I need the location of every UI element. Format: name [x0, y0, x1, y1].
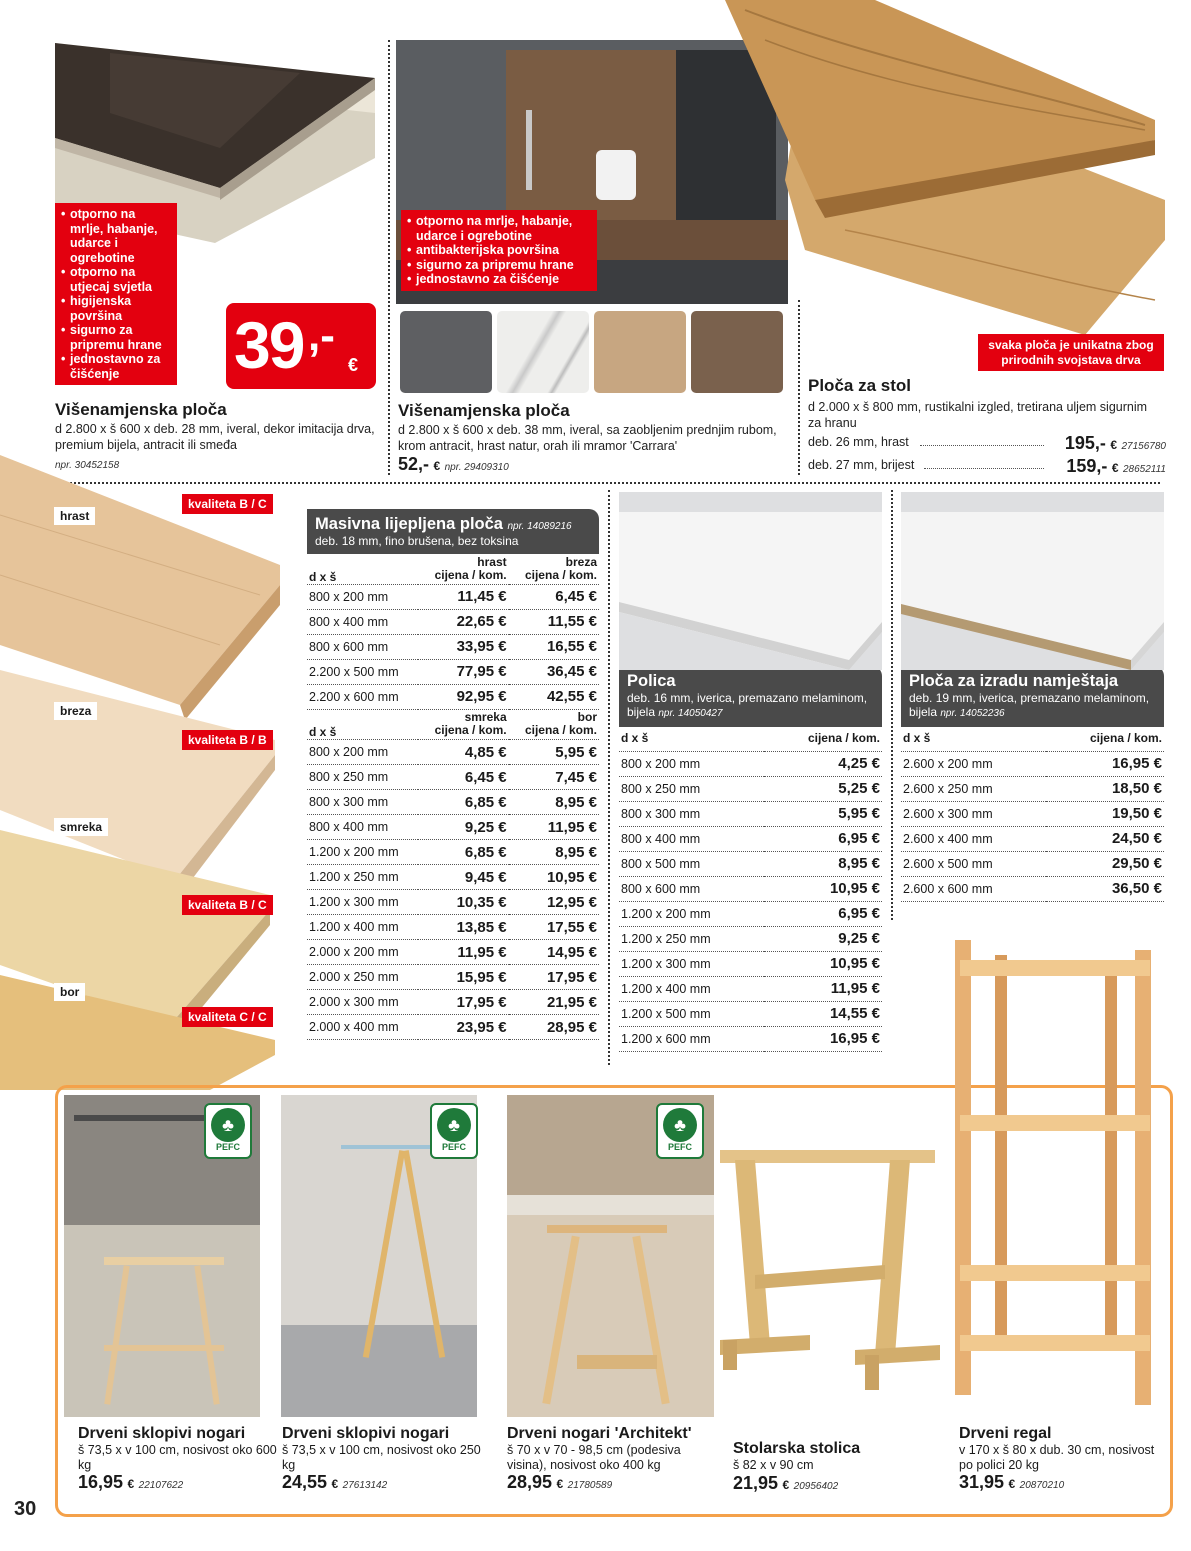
table-row — [307, 890, 599, 915]
cell-price: 13,85 € — [418, 915, 508, 940]
product-description: d 2.000 x š 800 mm, rustikalni izgled, tretirana uljem sigurnim za hranu — [808, 400, 1148, 430]
cell-price: 22,65 € — [418, 609, 508, 634]
table-row — [619, 751, 882, 776]
cell-price: 14,95 € — [509, 940, 599, 965]
features-box — [55, 203, 177, 385]
cell-dimension: 800 x 400 mm — [619, 826, 764, 851]
table-body — [901, 751, 1164, 901]
cell-price: 8,95 € — [764, 851, 882, 876]
section-header — [307, 509, 599, 554]
bottom-product — [733, 1440, 933, 1494]
wood-label-breza: breza — [54, 702, 97, 720]
table-row — [307, 1015, 599, 1040]
cell-price: 5,95 € — [764, 801, 882, 826]
table-row — [307, 765, 599, 790]
table-row — [901, 801, 1164, 826]
cell-dimension: 800 x 400 mm — [307, 815, 418, 840]
price-table-namjestaj — [901, 727, 1164, 902]
cell-dimension: 2.600 x 400 mm — [901, 826, 1046, 851]
cell-price: 21,95 € — [509, 990, 599, 1015]
product-table-top — [700, 0, 1191, 480]
table-row — [307, 584, 599, 609]
quality-badge: kvaliteta B / B — [182, 730, 273, 750]
workbench-stand-image — [715, 1145, 940, 1405]
cell-price: 4,85 € — [418, 740, 508, 765]
divider — [388, 40, 390, 475]
pefc-badge — [430, 1103, 478, 1159]
table-row — [619, 801, 882, 826]
section-sku: npr. 14050427 — [658, 708, 723, 719]
cell-dimension: 800 x 250 mm — [619, 776, 764, 801]
cell-price: 11,95 € — [509, 815, 599, 840]
price: 28,95 — [507, 1472, 553, 1492]
variant-row — [808, 456, 1166, 474]
product-description: d 2.800 x š 600 x deb. 28 mm, iveral, dekor imitacija drva, premium bijela, antracit ili smeđa — [55, 422, 375, 452]
cell-price: 5,25 € — [764, 776, 882, 801]
cell-price: 11,55 € — [509, 609, 599, 634]
col-dim: d x š — [901, 727, 1046, 751]
product-title: Drveni sklopivi nogari — [78, 1425, 246, 1442]
table-row — [307, 634, 599, 659]
pefc-label: PEFC — [667, 1142, 692, 1152]
cell-price: 9,25 € — [764, 926, 882, 951]
table-row — [619, 826, 882, 851]
pefc-badge — [204, 1103, 252, 1159]
table-row — [619, 901, 882, 926]
col-dim: d x š — [307, 554, 418, 584]
table-row — [619, 926, 882, 951]
features-box — [401, 210, 597, 291]
price-table-hrast-breza — [307, 554, 599, 710]
cell-dimension: 1.200 x 300 mm — [619, 951, 764, 976]
product-title: Drveni regal — [959, 1425, 1052, 1442]
product-title: Drveni sklopivi nogari — [282, 1425, 450, 1442]
cell-dimension: 2.200 x 500 mm — [307, 659, 418, 684]
cell-price: 17,95 € — [418, 990, 508, 1015]
table-row — [901, 876, 1164, 901]
cell-price: 10,95 € — [764, 876, 882, 901]
unique-note: svaka ploča je unikatna zbog prirodnih svojstava drva — [978, 334, 1164, 371]
cell-price: 24,50 € — [1046, 826, 1164, 851]
divider — [891, 490, 893, 920]
currency: € — [556, 1477, 564, 1491]
product-description: v 170 x š 80 x dub. 30 cm, nosivost po polici 20 kg — [959, 1443, 1155, 1472]
cell-dimension: 1.200 x 200 mm — [619, 901, 764, 926]
section-description: deb. 19 mm, iverica, premazano melaminom, bijela — [909, 691, 1150, 719]
product-description: š 82 x v 90 cm — [733, 1458, 814, 1472]
shelf-rack-image — [935, 935, 1170, 1405]
cell-price: 15,95 € — [418, 965, 508, 990]
cell-dimension: 1.200 x 200 mm — [307, 840, 418, 865]
currency: € — [127, 1477, 135, 1491]
table-row — [619, 1001, 882, 1026]
swatch-antracit[interactable] — [400, 311, 492, 393]
cell-price: 16,95 € — [764, 1026, 882, 1051]
col-b-sub: cijena / kom. — [524, 567, 597, 582]
price-integer: 39 — [234, 308, 304, 382]
col-price: cijena / kom. — [1046, 727, 1164, 751]
namjestaj-section — [901, 492, 1164, 902]
cell-price: 10,95 € — [509, 865, 599, 890]
table-body — [307, 584, 599, 709]
cell-price: 6,95 € — [764, 826, 882, 851]
cell-dimension: 2.600 x 600 mm — [901, 876, 1046, 901]
col-a-name: smreka — [464, 710, 507, 725]
price-table-smreka-bor — [307, 710, 599, 1041]
table-row — [307, 965, 599, 990]
cell-price: 19,50 € — [1046, 801, 1164, 826]
pefc-label: PEFC — [441, 1142, 466, 1152]
table-body — [307, 740, 599, 1040]
feature-item: • sigurno za pripremu hrane — [407, 258, 591, 273]
feature-item: • otporno na mrlje, habanje, udarce i ogrebotine — [61, 207, 171, 265]
pefc-badge — [656, 1103, 704, 1159]
currency: € — [1111, 461, 1119, 475]
cell-price: 5,95 € — [509, 740, 599, 765]
section-header — [901, 666, 1164, 727]
product-board-1 — [0, 0, 385, 480]
col-b-sub: cijena / kom. — [524, 723, 597, 738]
price-tag — [226, 303, 376, 389]
price: 16,95 — [78, 1472, 124, 1492]
cell-dimension: 800 x 500 mm — [619, 851, 764, 876]
cell-dimension: 2.600 x 300 mm — [901, 801, 1046, 826]
cell-price: 28,95 € — [509, 1015, 599, 1040]
cell-price: 6,85 € — [418, 840, 508, 865]
cell-dimension: 1.200 x 300 mm — [307, 890, 418, 915]
cell-price: 23,95 € — [418, 1015, 508, 1040]
table-row — [619, 976, 882, 1001]
cell-price: 9,45 € — [418, 865, 508, 890]
divider — [608, 490, 610, 1065]
feature-item: • jednostavno za čišćenje — [407, 272, 591, 287]
masivna-section — [307, 509, 599, 1040]
price: 21,95 — [733, 1472, 779, 1493]
price: 24,55 — [282, 1472, 328, 1492]
feature-item: • otporno na mrlje, habanje, udarce i ogrebotine — [407, 214, 591, 243]
product-description: š 73,5 x v 100 cm, nosivost oko 250 kg — [282, 1443, 481, 1472]
cell-price: 18,50 € — [1046, 776, 1164, 801]
col-b-name: bor — [577, 710, 597, 725]
cell-dimension: 1.200 x 400 mm — [307, 915, 418, 940]
table-row — [307, 790, 599, 815]
cell-dimension: 800 x 200 mm — [619, 751, 764, 776]
variant-row — [808, 433, 1166, 451]
cell-dimension: 800 x 300 mm — [619, 801, 764, 826]
product-title: Višenamjenska ploča — [55, 400, 227, 419]
feature-item: • higijenska površina — [61, 294, 171, 323]
currency: € — [1008, 1477, 1016, 1491]
col-b-name: breza — [565, 554, 597, 569]
table-header — [307, 710, 599, 740]
col-dim: d x š — [307, 710, 418, 740]
wood-label-hrast: hrast — [54, 507, 95, 525]
table-header — [901, 727, 1164, 751]
col-b — [509, 554, 599, 584]
table-row — [307, 990, 599, 1015]
variant-label: deb. 27 mm, brijest — [808, 458, 915, 472]
cell-price: 42,55 € — [509, 684, 599, 709]
cell-price: 29,50 € — [1046, 851, 1164, 876]
bottom-product — [282, 1425, 482, 1493]
product-sku: npr. 30452158 — [55, 460, 120, 471]
col-a — [418, 710, 508, 740]
cell-dimension: 800 x 400 mm — [307, 609, 418, 634]
quality-badge: kvaliteta B / C — [182, 895, 273, 915]
product-sku: 20870210 — [1019, 1480, 1065, 1491]
price-line — [398, 454, 509, 475]
cell-price: 17,95 € — [509, 965, 599, 990]
cell-price: 6,85 € — [418, 790, 508, 815]
cell-price: 36,50 € — [1046, 876, 1164, 901]
cell-price: 10,95 € — [764, 951, 882, 976]
product-title: Ploča za stol — [808, 376, 911, 395]
section-description-wrap — [627, 691, 874, 721]
feature-item: • antibakterijska površina — [407, 243, 591, 258]
cell-dimension: 800 x 300 mm — [307, 790, 418, 815]
section-title: Masivna lijepljena ploča — [315, 515, 503, 533]
table-row — [619, 951, 882, 976]
product-sku: npr. 29409310 — [444, 462, 509, 473]
currency: € — [1110, 438, 1118, 452]
section-description: deb. 16 mm, iverica, premazano melaminom, bijela — [627, 691, 868, 719]
price-decimal: ,- — [308, 311, 335, 360]
section-sku: npr. 14052236 — [940, 708, 1005, 719]
price-currency: € — [348, 355, 359, 375]
cell-price: 92,95 € — [418, 684, 508, 709]
cell-price: 16,95 € — [1046, 751, 1164, 776]
cell-price: 8,95 € — [509, 840, 599, 865]
swatch-hrast[interactable] — [594, 311, 686, 393]
page-number: 30 — [14, 1498, 37, 1520]
price-table-polica — [619, 727, 882, 1052]
quality-badge: kvaliteta B / C — [182, 494, 273, 514]
section-description: deb. 18 mm, fino brušena, bez toksina — [315, 534, 519, 548]
table-row — [307, 940, 599, 965]
cell-price: 17,55 € — [509, 915, 599, 940]
section-title: Ploča za izradu namještaja — [909, 672, 1119, 690]
cell-dimension: 2.000 x 250 mm — [307, 965, 418, 990]
currency: € — [433, 459, 441, 473]
cell-dimension: 2.000 x 200 mm — [307, 940, 418, 965]
table-row — [901, 851, 1164, 876]
product-sku: 22107622 — [138, 1480, 184, 1491]
feature-item: • otporno na utjecaj svjetla — [61, 265, 171, 294]
currency: € — [782, 1477, 790, 1492]
cell-price: 36,45 € — [509, 659, 599, 684]
cell-dimension: 2.000 x 300 mm — [307, 990, 418, 1015]
col-dim: d x š — [619, 727, 764, 751]
tree-icon: ♣ — [663, 1108, 697, 1142]
bottom-product — [959, 1425, 1159, 1493]
cell-dimension: 800 x 600 mm — [307, 634, 418, 659]
cell-dimension: 2.600 x 200 mm — [901, 751, 1046, 776]
cell-price: 33,95 € — [418, 634, 508, 659]
tree-icon: ♣ — [437, 1108, 471, 1142]
cell-dimension: 2.600 x 500 mm — [901, 851, 1046, 876]
table-row — [619, 776, 882, 801]
section-sku: npr. 14089216 — [507, 521, 572, 532]
col-a-sub: cijena / kom. — [434, 567, 507, 582]
table-row — [307, 659, 599, 684]
cell-price: 11,95 € — [764, 976, 882, 1001]
wood-label-bor: bor — [54, 983, 85, 1001]
section-description-wrap — [909, 691, 1156, 721]
table-row — [619, 851, 882, 876]
table-row — [307, 840, 599, 865]
cell-dimension: 800 x 600 mm — [619, 876, 764, 901]
cell-dimension: 1.200 x 500 mm — [619, 1001, 764, 1026]
section-header — [619, 666, 882, 727]
table-row — [307, 740, 599, 765]
cell-dimension: 800 x 200 mm — [307, 740, 418, 765]
section-title: Polica — [627, 672, 676, 690]
table-row — [619, 876, 882, 901]
cell-price: 16,55 € — [509, 634, 599, 659]
product-title: Višenamjenska ploča — [398, 401, 570, 420]
product-sku: 27156780 — [1121, 441, 1166, 452]
cell-price: 10,35 € — [418, 890, 508, 915]
table-body — [619, 751, 882, 1051]
cell-dimension: 2.200 x 600 mm — [307, 684, 418, 709]
table-top-image — [725, 0, 1165, 335]
cell-price: 9,25 € — [418, 815, 508, 840]
polica-section — [619, 492, 882, 1052]
price: 52,- — [398, 454, 430, 474]
col-b — [509, 710, 599, 740]
table-row — [619, 1026, 882, 1051]
price: 31,95 — [959, 1472, 1005, 1492]
cell-dimension: 1.200 x 250 mm — [619, 926, 764, 951]
product-description: d 2.800 x š 600 x deb. 38 mm, iveral, sa zaobljenim prednjim rubom, krom antracit, hrast natur, orah ili mramor 'Carrara' — [398, 423, 777, 453]
shelf-image — [619, 492, 882, 670]
cell-price: 4,25 € — [764, 751, 882, 776]
col-a-name: hrast — [477, 554, 507, 569]
col-price: cijena / kom. — [764, 727, 882, 751]
price: 159,- — [1066, 456, 1108, 476]
cell-dimension: 800 x 250 mm — [307, 765, 418, 790]
bottom-product — [507, 1425, 712, 1493]
table-row — [901, 826, 1164, 851]
table-header — [307, 554, 599, 584]
cell-price: 7,45 € — [509, 765, 599, 790]
cell-dimension: 1.200 x 600 mm — [619, 1026, 764, 1051]
table-row — [307, 609, 599, 634]
table-row — [901, 776, 1164, 801]
product-description: š 73,5 x v 100 cm, nosivost oko 600 kg — [78, 1443, 277, 1472]
table-header — [619, 727, 882, 751]
wood-planks-image — [0, 455, 290, 1090]
table-row — [307, 684, 599, 709]
cell-price: 11,45 € — [418, 584, 508, 609]
cell-dimension: 2.000 x 400 mm — [307, 1015, 418, 1040]
feature-item: • jednostavno za čišćenje — [61, 352, 171, 381]
col-a-sub: cijena / kom. — [434, 723, 507, 738]
cell-dimension: 1.200 x 250 mm — [307, 865, 418, 890]
panel-image — [901, 492, 1164, 670]
swatch-mramor[interactable] — [497, 311, 589, 393]
cell-dimension: 1.200 x 400 mm — [619, 976, 764, 1001]
cell-price: 14,55 € — [764, 1001, 882, 1026]
product-title: Stolarska stolica — [733, 1440, 861, 1457]
cell-price: 12,95 € — [509, 890, 599, 915]
quality-badge: kvaliteta C / C — [182, 1007, 273, 1027]
cell-price: 6,45 € — [509, 584, 599, 609]
cell-price: 6,45 € — [418, 765, 508, 790]
tree-icon: ♣ — [211, 1108, 245, 1142]
cell-dimension: 800 x 200 mm — [307, 584, 418, 609]
price: 195,- — [1064, 433, 1106, 453]
cell-price: 77,95 € — [418, 659, 508, 684]
product-sku: 21780589 — [567, 1480, 613, 1491]
table-row — [307, 865, 599, 890]
table-row — [901, 751, 1164, 776]
table-row — [307, 915, 599, 940]
cell-price: 8,95 € — [509, 790, 599, 815]
product-sku: 20956402 — [793, 1480, 839, 1492]
table-row — [307, 815, 599, 840]
col-a — [418, 554, 508, 584]
wood-label-smreka: smreka — [54, 818, 108, 836]
variant-label: deb. 26 mm, hrast — [808, 435, 909, 449]
product-sku: 27613142 — [342, 1480, 388, 1491]
cell-price: 6,95 € — [764, 901, 882, 926]
cell-dimension: 2.600 x 250 mm — [901, 776, 1046, 801]
product-description: š 70 x v 70 - 98,5 cm (podesiva visina), nosivost oko 400 kg — [507, 1443, 681, 1472]
pefc-label: PEFC — [215, 1142, 240, 1152]
product-sku: 28652111 — [1122, 464, 1166, 475]
currency: € — [331, 1477, 339, 1491]
product-title: Drveni nogari 'Architekt' — [507, 1425, 692, 1442]
cell-price: 11,95 € — [418, 940, 508, 965]
feature-item: • sigurno za pripremu hrane — [61, 323, 171, 352]
bottom-product — [78, 1425, 278, 1493]
